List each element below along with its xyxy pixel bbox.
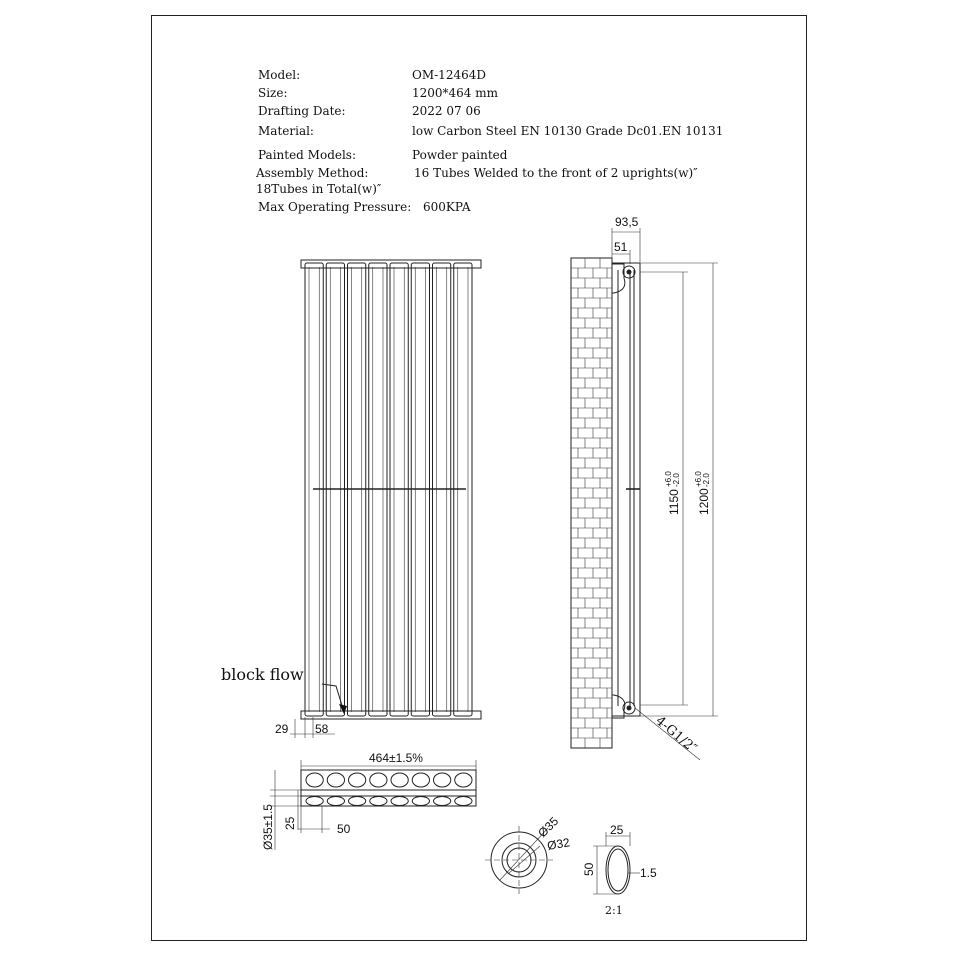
plan-view: [261, 751, 476, 850]
top-valve-dot: [627, 270, 632, 275]
dim-1150-group: [664, 471, 681, 515]
dim-93: 93,5: [615, 215, 639, 229]
dim-1200-tol-plus: +6.0: [694, 471, 703, 487]
oval-15: 1.5: [640, 866, 657, 880]
tube-section-top: [349, 773, 366, 787]
tube-section-bottom: [391, 797, 408, 806]
dim-1200-tol-minus: -2.0: [702, 473, 711, 487]
tube-section-bottom: [306, 797, 323, 806]
material-label: Material:: [258, 124, 314, 138]
dim-1150-tol-minus: -2.0: [672, 473, 681, 487]
tube-section-top: [306, 773, 323, 787]
date-value: 2022 07 06: [412, 104, 481, 118]
painted-value: Powder painted: [412, 148, 508, 162]
brick-wall: [571, 258, 612, 748]
pressure-value: 600KPA: [423, 200, 471, 214]
oval-outer: [606, 846, 630, 894]
tube-section-bottom: [327, 797, 344, 806]
tube-section-top: [327, 773, 344, 787]
date-label: Drafting Date:: [258, 104, 346, 118]
painted-label: Painted Models:: [258, 148, 357, 162]
tube-section-bottom: [412, 797, 429, 806]
side-view: [571, 215, 718, 760]
block-flow-label: block flow: [221, 665, 304, 684]
tube-section-bottom: [370, 797, 387, 806]
oval-25: 25: [610, 823, 624, 837]
tubes-total: 18Tubes in Total(w)″: [256, 182, 382, 196]
front-view: [221, 260, 481, 738]
dia-35: Ø35: [535, 814, 562, 841]
dim-25: 25: [283, 816, 297, 830]
model-label: Model:: [258, 68, 301, 82]
dim-1150-tol-plus: +6.0: [664, 471, 673, 487]
material-value: low Carbon Steel EN 10130 Grade Dc01.EN 10131: [412, 124, 724, 138]
tube-section-top: [412, 773, 429, 787]
wall-outline: [571, 258, 612, 748]
oval-inner: [608, 849, 628, 891]
dim-51: 51: [614, 240, 628, 254]
model-value: OM-12464D: [412, 68, 486, 82]
pressure-label: Max Operating Pressure:: [258, 200, 412, 214]
dim-29: 29: [275, 722, 289, 736]
dia-32: Ø32: [546, 835, 571, 853]
tube-section-top: [391, 773, 408, 787]
assembly-value: 16 Tubes Welded to the front of 2 uprights(w)″: [414, 166, 698, 180]
scale-label: 2:1: [605, 904, 623, 917]
detail-oval: [582, 823, 657, 917]
dim-1200-group: [694, 471, 711, 515]
dim-464: 464±1.5%: [369, 751, 423, 765]
tube-section-top: [434, 773, 451, 787]
dim-1200: 1200: [697, 488, 711, 515]
tube-section-bottom: [349, 797, 366, 806]
size-label: Size:: [258, 86, 288, 100]
bottom-valve-dot: [627, 706, 632, 711]
tube-section-bottom: [434, 797, 451, 806]
dim-1150: 1150: [667, 489, 681, 515]
dim-50: 50: [337, 822, 351, 836]
thread-label: 4-G1/2″: [652, 713, 700, 757]
assembly-label: Assembly Method:: [256, 166, 369, 180]
tube-section-top: [455, 773, 472, 787]
oval-50: 50: [582, 862, 596, 876]
plan-ovals: [306, 773, 472, 806]
dim-35-tol: Ø35±1.5: [261, 804, 275, 850]
tube-section-top: [370, 773, 387, 787]
dim-58: 58: [315, 722, 329, 736]
tube-section-bottom: [455, 797, 472, 806]
detail-round: [485, 814, 571, 894]
size-value: 1200*464 mm: [412, 86, 499, 100]
